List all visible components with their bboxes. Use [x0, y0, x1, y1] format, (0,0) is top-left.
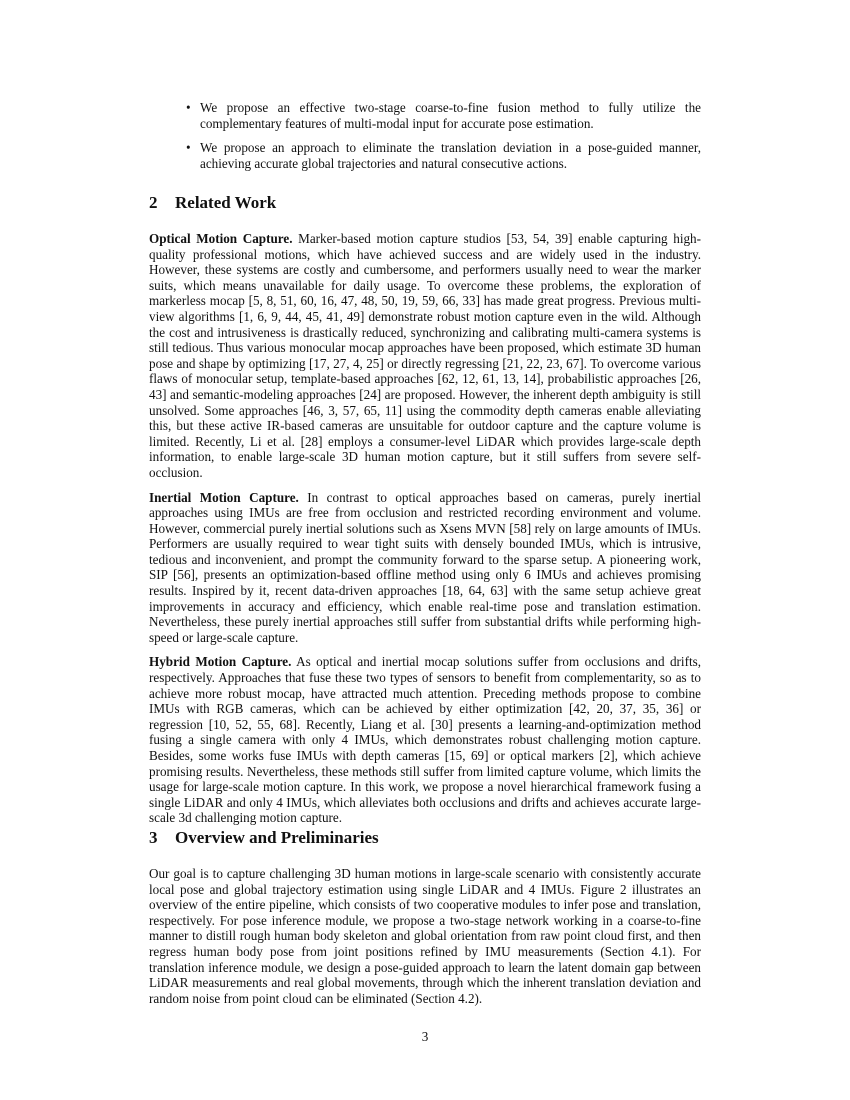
contribution-text: We propose an approach to eliminate the translation deviation in a pose-guided manner, achieving accurate global trajectories and natural consecutive actions.: [200, 140, 701, 171]
paragraph-optical: [149, 231, 701, 481]
section-3-body: [149, 866, 701, 1015]
paragraph-inertial: [149, 490, 701, 646]
paragraph-text: Marker-based motion capture studios [53, 54, 39] enable capturing high-quality professional motions, which have achieved success and are widely used in the industry. However, these systems are costly and cumbersome, and performers usually need to wear the marker suits, which means unavailable for daily usage. To overcome these problems, the exploration of markerless mocap [5, 8, 51, 60, 16, 47, 48, 50, 19, 59, 66, 33] has made great progress. Previous multi-view algorithms [1, 6, 9, 44, 45, 41, 49] demonstrate robust motion capture even in the wild. Although the cost and intrusiveness is drastically reduced, synchronizing and calibrating multi-camera systems is still tedious. Thus various monocular mocap approaches have been proposed, which estimate 3D human pose and shape by optimizing [17, 27, 4, 25] or directly regressing [21, 22, 23, 67]. To overcome various flaws of monocular setup, template-based approaches [62, 12, 61, 13, 14], probabilistic approaches [26, 43] and semantic-modeling approaches [24] are proposed. However, the inherent depth ambiguity is still unsolved. Some approaches [46, 3, 57, 65, 11] using the commodity depth cameras enable alleviating this, but these active IR-based cameras are unsuitable for outdoor capture and the capture volume is limited. Recently, Li et al. [28] employs a consumer-level LiDAR which provides large-scale depth information, to enable large-scale 3D human motion capture, but it still suffers from severe self-occlusion.: [149, 231, 701, 480]
paragraph-overview: [149, 866, 701, 1006]
contribution-item: [149, 140, 701, 171]
section-title: Overview and Preliminaries: [175, 828, 379, 847]
paragraph-lead: Hybrid Motion Capture.: [149, 654, 292, 670]
contribution-item: [149, 100, 701, 131]
bullet-icon: •: [186, 140, 191, 156]
section-2-heading: [149, 193, 701, 213]
paragraph-lead: Inertial Motion Capture.: [149, 489, 299, 505]
paragraph-text: As optical and inertial mocap solutions suffer from occlusions and drifts, respectively. Approaches that fuse these two types of sensors to benefit from complementarity, so as to achieve more robust mocap, have attracted much attention. Preceding methods propose to combine IMUs with RGB cameras, which can be achieved by either optimization [42, 20, 37, 35, 36] or regression [10, 52, 55, 68]. Recently, Liang et al. [30] presents a learning-and-optimization method fusing a single camera with only 4 IMUs, which demonstrates robust challenging motion capture. Besides, some works fuse IMUs with depth cameras [15, 69] or optical markers [2], which achieve promising results. Nevertheless, these methods still suffer from limited capture volume, which limits the usage for large-scale motion capture. In this work, we propose a novel hierarchical framework fusing a single LiDAR and only 4 IMUs, which alleviates both occlusions and drifts and achieves accurate large-scale 3d challenging motion capture.: [149, 654, 702, 826]
contribution-list: [149, 100, 701, 180]
contribution-text: We propose an effective two-stage coarse-to-fine fusion method to fully utilize the complementary features of multi-modal input for accurate pose estimation.: [200, 100, 701, 131]
paragraph-text: Our goal is to capture challenging 3D human motions in large-scale scenario with consistently accurate local pose and global trajectory estimation using single LiDAR and 4 IMUs. Figure 2 illustrates an overview of the entire pipeline, which consists of two cooperative modules to infer pose and translation, respectively. For pose inference module, we propose a two-stage network working in a coarse-to-fine manner to distill rough human body skeleton and global orientation from raw point cloud first, and then regress human body pose from joint positions refined by IMU measurements (Section 4.1). For translation inference module, we design a pose-guided approach to learn the latent domain gap between LiDAR measurements and real global movements, through which the inherent translation deviation and random noise from point cloud can be eliminated (Section 4.2).: [149, 866, 701, 1006]
section-3-heading: [149, 828, 701, 848]
section-number: 2: [149, 193, 158, 212]
bullet-icon: •: [186, 100, 191, 115]
paragraph-lead: Optical Motion Capture.: [149, 231, 293, 246]
section-2-body: [149, 231, 701, 835]
paragraph-text: In contrast to optical approaches based on cameras, purely inertial approaches using IMUs are free from occlusion and restricted recording environment and volume. However, commercial purely inertial solutions such as Xsens MVN [58] rely on large amounts of IMUs. Performers are usually required to wear tight suits with densely bounded IMUs, which is intrusive, tedious and inconvenient, and prompt the community forward to the sparse setup. A pioneering work, SIP [56], presents an optimization-based offline method using only 6 IMUs and achieves promising results. Inspired by it, recent data-driven approaches [18, 64, 63] with the same setup achieve great improvements in accuracy and efficiency, which enable real-time pose and translation estimation. Nevertheless, these purely inertial approaches still suffer from substantial drifts while performing high-speed or large-scale capture.: [149, 489, 701, 645]
page-number: 3: [421, 1029, 429, 1044]
section-title: Related Work: [175, 193, 277, 212]
paragraph-hybrid: [149, 654, 701, 826]
section-number: 3: [149, 828, 158, 847]
